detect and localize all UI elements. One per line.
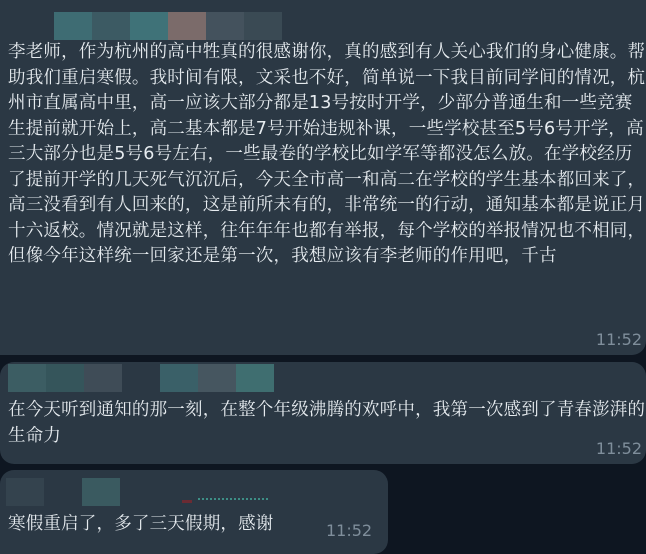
pixel-block <box>8 364 46 392</box>
pixel-block <box>244 12 282 40</box>
message-bubble-3[interactable] <box>0 470 388 554</box>
pixel-block <box>82 478 120 506</box>
pixel-block <box>206 12 244 40</box>
pixel-block <box>54 12 92 40</box>
message-time: 11:52 <box>326 521 373 540</box>
pixel-block <box>16 12 54 40</box>
redacted-dots <box>198 498 268 500</box>
pixel-block <box>122 364 160 392</box>
sender-name-pixelated <box>16 12 282 40</box>
message-bubble-2[interactable] <box>0 362 646 464</box>
pixel-block <box>46 364 84 392</box>
pixel-block <box>92 12 130 40</box>
message-time: 11:52 <box>595 439 642 458</box>
pixel-block <box>130 12 168 40</box>
pixel-block <box>160 364 198 392</box>
pixel-block <box>6 478 44 506</box>
message-time: 11:52 <box>595 330 642 349</box>
message-text: 寒假重启了，多了三天假期，感谢 <box>8 514 274 534</box>
pixel-block <box>236 364 274 392</box>
pixel-block <box>198 364 236 392</box>
sender-name-pixelated <box>8 364 274 392</box>
sender-name-pixelated <box>6 478 120 506</box>
redacted-mark <box>182 500 192 503</box>
message-text: 李老师，作为杭州的高中牲真的很感谢你，真的感到有人关心我们的身心健康。帮助我们重启寒假。我时间有限，文采也不好，简单说一下我目前同学间的情况，杭州市直属高中里，高一应该大部分都是13号按时开学，少部分普通生和一些竞赛生提前就开始上，高二基本都是7号开始违规补课，一些学校甚至5号6号开学，高三大部分也是5号6号左右，一些最卷的学校比如学军等都没怎么放。在学校经历了提前开学的几天死气沉沉后，今天全市高一和高二在学校的学生基本都回来了，高三没看到有人回来的，这是前所未有的，非常统一的行动，通知基本都是说正月十六返校。情况就是这样，往年年年也都有举报，每个学校的举报情况也不相同，但像今年这样统一回家还是第一次，我想应该有李老师的作用吧，千古 <box>8 42 646 266</box>
pixel-block <box>44 478 82 506</box>
pixel-block <box>168 12 206 40</box>
pixel-block <box>84 364 122 392</box>
message-text: 在今天听到通知的那一刻，在整个年级沸腾的欢呼中，我第一次感到了青春澎湃的生命力 <box>8 400 646 446</box>
